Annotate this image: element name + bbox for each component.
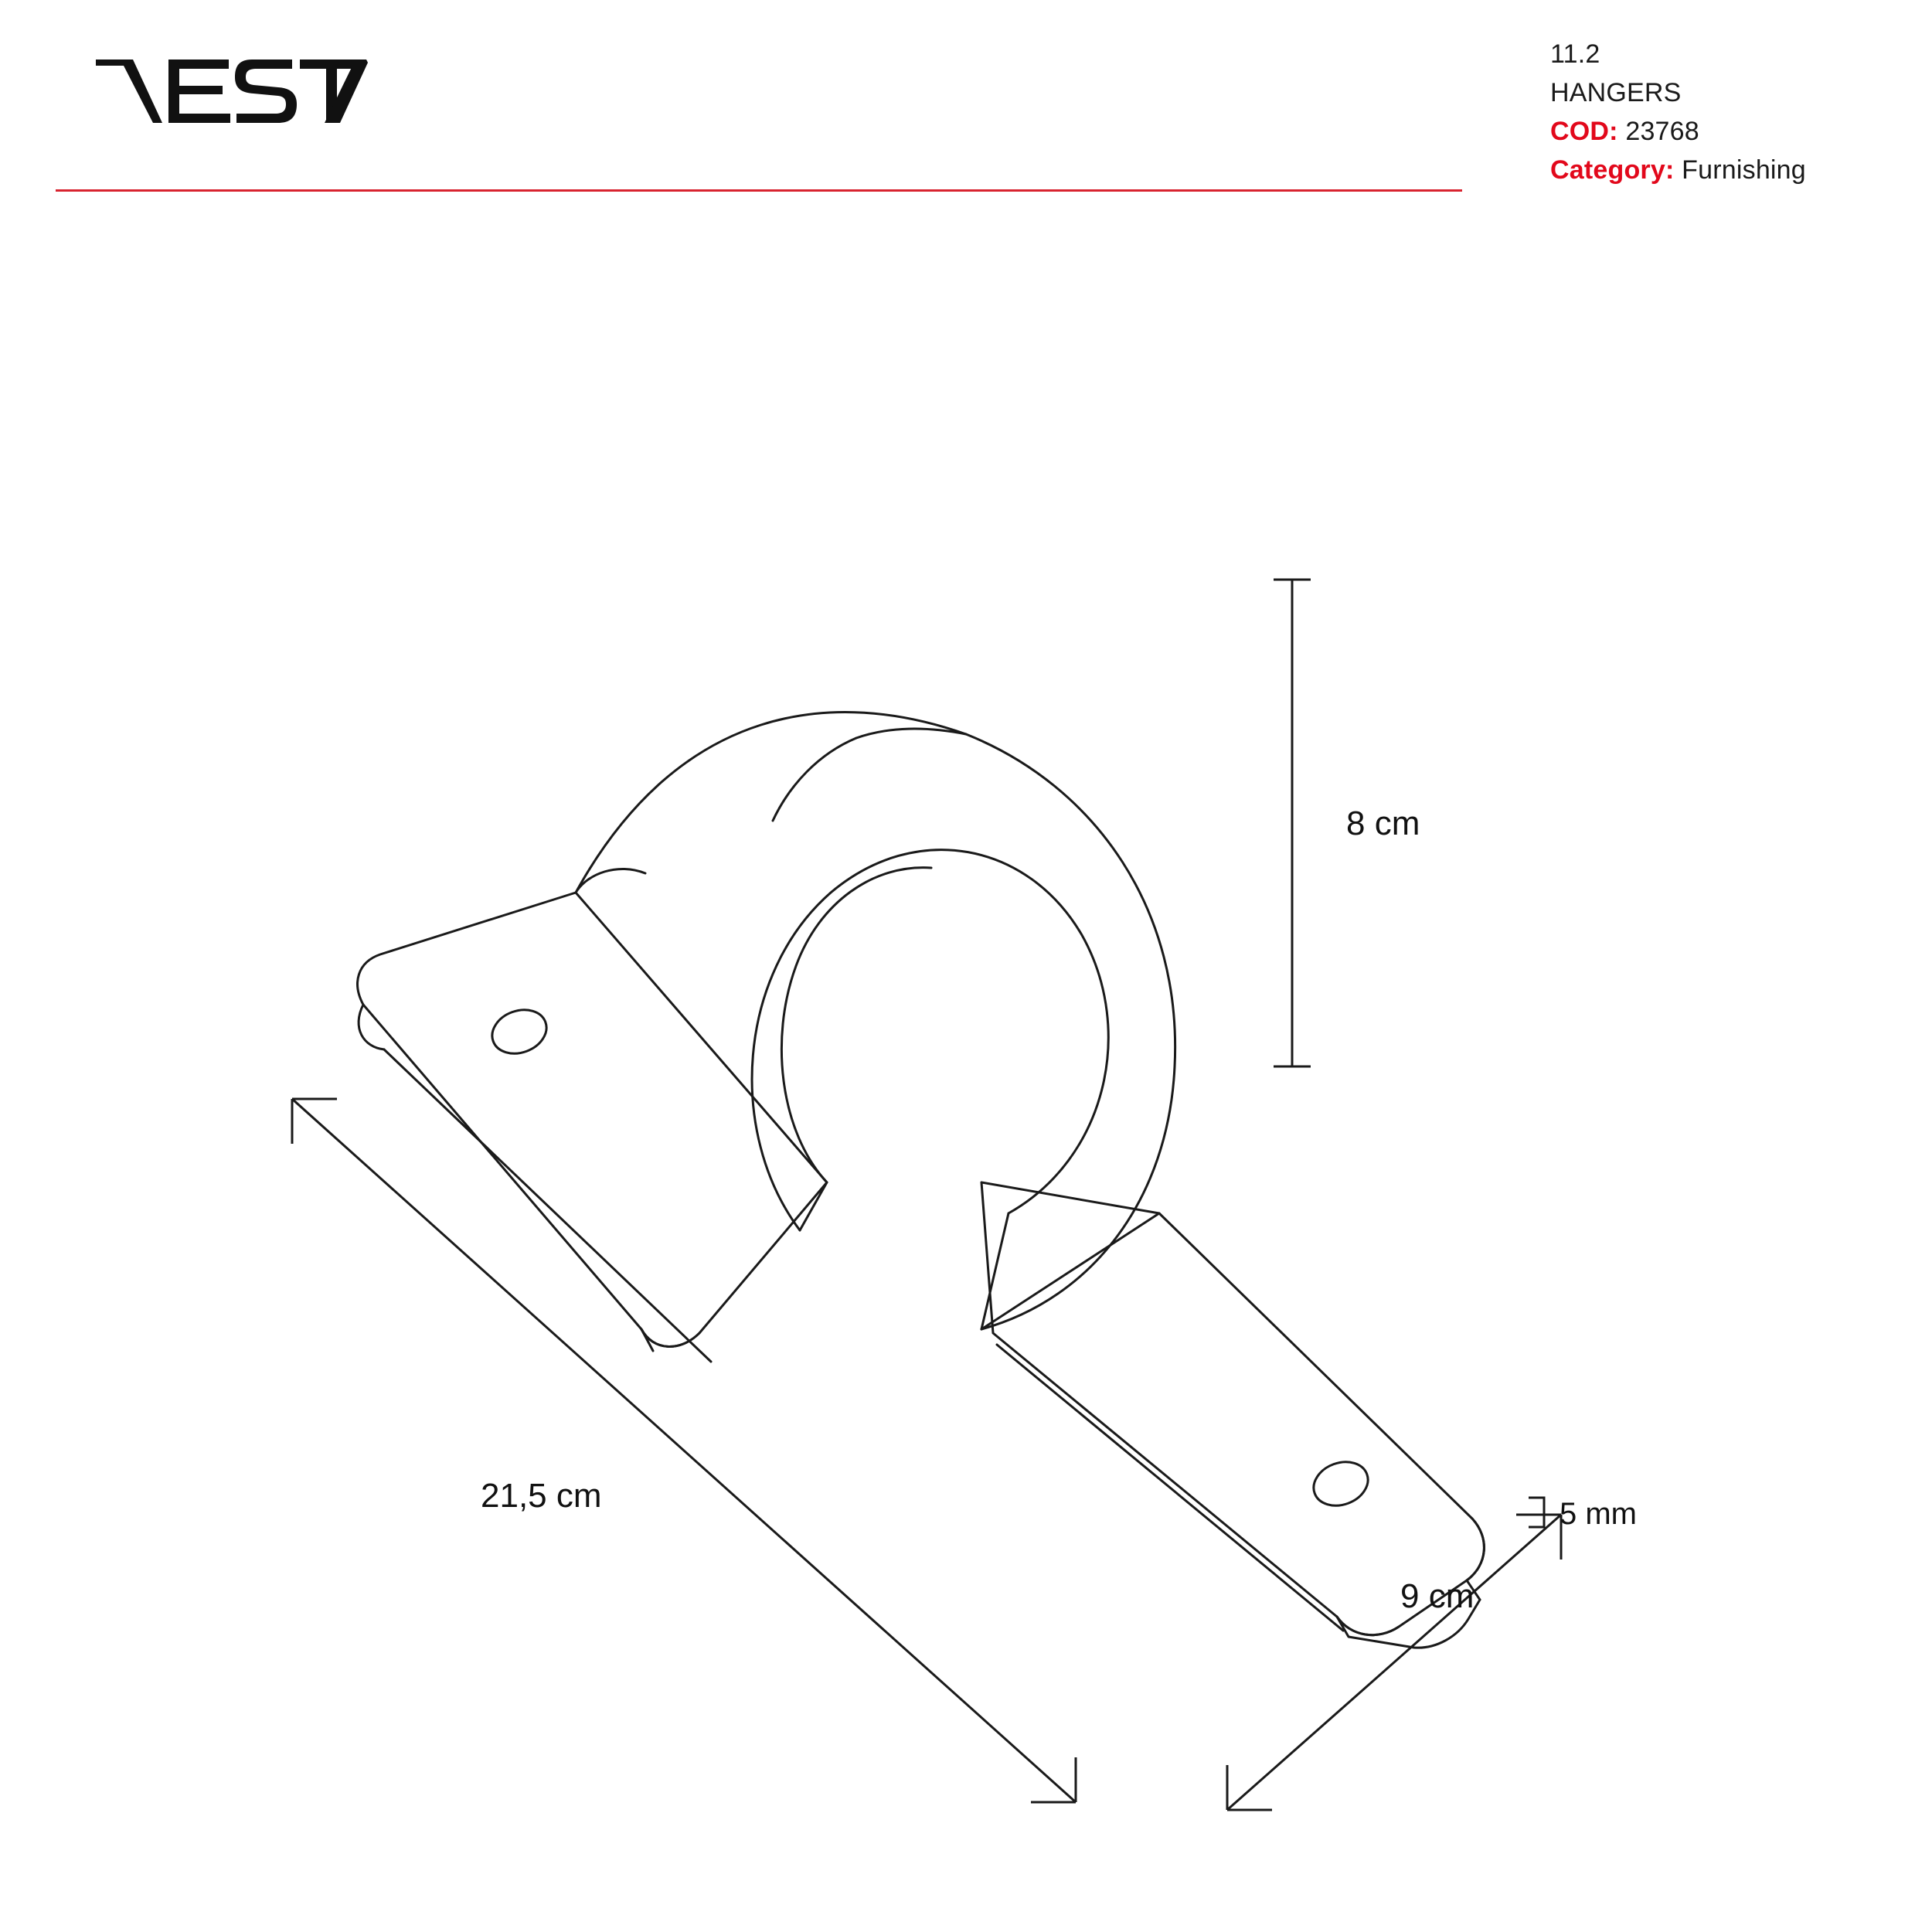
section-number: 11.2 [1550,39,1600,69]
dimension-height [1274,580,1311,1066]
dimension-length [292,1099,1076,1802]
code-value: 23768 [1625,117,1699,146]
page-header [0,0,1932,209]
dimension-width [1227,1515,1561,1810]
loop-band [576,713,1175,1329]
product-code [1550,112,1906,151]
dimension-thickness [1529,1498,1544,1527]
dimension-height-label: 8 cm [1346,804,1420,842]
dimension-width-label: 9 cm [1400,1577,1475,1615]
product-meta [1550,35,1906,189]
product-category [1550,151,1906,189]
header-divider [56,189,1462,192]
dimension-length-label: 21,5 cm [481,1477,602,1515]
category-label: Category: [1550,155,1675,185]
vesta-logo [93,43,371,135]
technical-drawing [0,193,1932,1932]
section-title: HANGERS [1550,78,1682,107]
category-value: Furnishing [1682,155,1806,185]
code-label: COD: [1550,117,1618,146]
dimension-thickness-label: 5 mm [1560,1497,1637,1531]
